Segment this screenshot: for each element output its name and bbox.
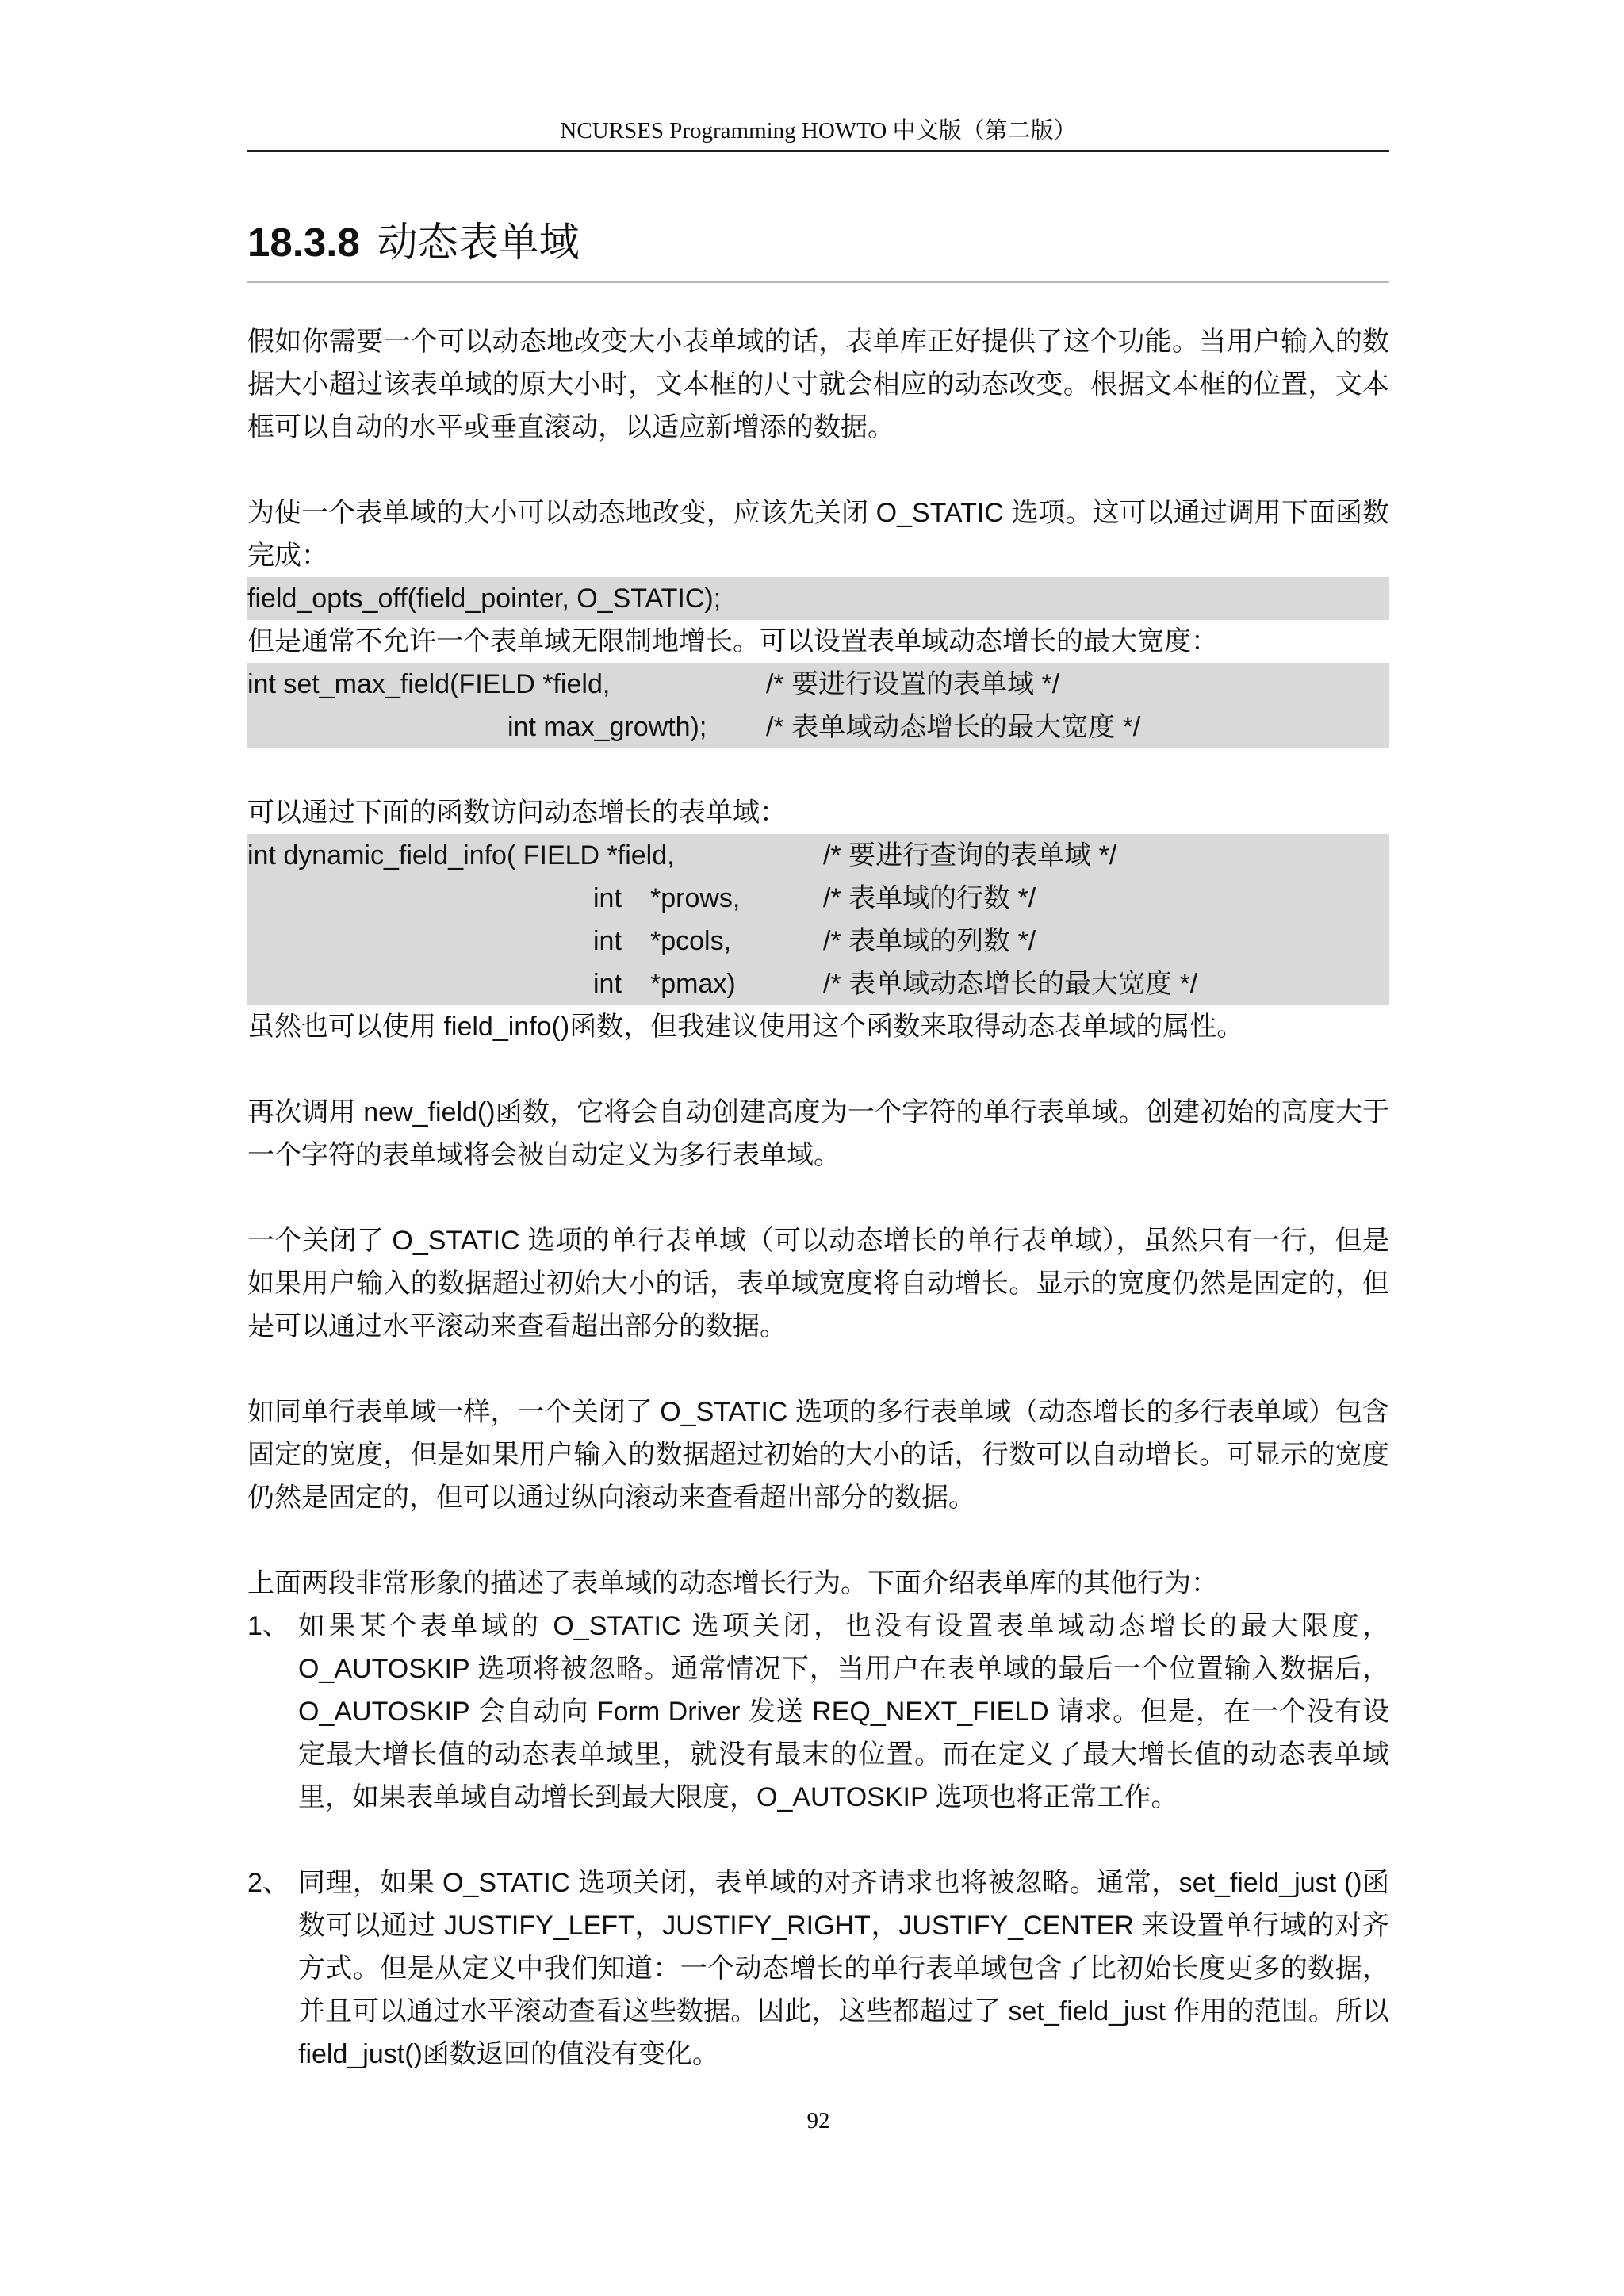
code-block-set-max-field [247,663,1389,748]
paragraph-new-field: 再次调用 new_field()函数，它将会自动创建高度为一个字符的单行表单域。创建初始的高度大于一个字符的表单域将会被自动定义为多行表单域。 [247,1097,1389,1170]
running-header: NCURSES Programming HOWTO 中文版（第二版） [560,118,1077,144]
list-item-text: 如果某个表单域的 O_STATIC 选项关闭，也没有设置表单域动态增长的最大限度，O_AUTOSKIP 选项将被忽略。通常情况下，当用户在表单域的最后一个位置输入数据后，O_AUTOSKIP 会自动向 Form Driver 发送 REQ_NEXT_FIELD 请求。但是，在一个没有设定最大增长值的动态表单域里，就没有最末的位置。而在定义了最大增长值的动态表单域里，如果表单域自动增长到最大限度，O_AUTOSKIP 选项也将正常工作。 [298,1611,1389,1812]
section-heading [247,211,1389,274]
code-comment: /* 要进行查询的表单域 */ [823,840,1117,871]
code-line: field_opts_off(field_pointer, O_STATIC); [247,584,722,614]
paragraph-field-info: 虽然也可以使用 field_info()函数，但我建议使用这个函数来取得动态表单域的属性。 [247,1012,1244,1042]
list-marker: 2、 [247,1868,289,1898]
page-number: 92 [806,2108,830,2133]
code-row [247,706,1389,748]
code-row [247,962,1389,1005]
code-text: int dynamic_field_info( FIELD *field, [247,840,675,871]
code-param-type: int [593,883,622,913]
code-row [247,920,1389,962]
code-text: int set_max_field(FIELD *field, [247,669,611,699]
list-item [247,1605,1389,1819]
code-param-name: *prows, [650,883,741,913]
header-rule [247,150,1389,152]
paragraph-multi-line: 如同单行表单域一样，一个关闭了 O_STATIC 选项的多行表单域（动态增长的多行表单域）包含固定的宽度，但是如果用户输入的数据超过初始的大小的话，行数可以自动增长。可显示的宽度仍然是固定的，但可以通过纵向滚动来查看超出部分的数据。 [247,1397,1389,1513]
paragraph-other-behaviors: 上面两段非常形象的描述了表单域的动态增长行为。下面介绍表单库的其他行为： [247,1568,1218,1598]
list-item-text: 同理，如果 O_STATIC 选项关闭，表单域的对齐请求也将被忽略。通常，set_field_just ()函数可以通过 JUSTIFY_LEFT，JUSTIFY_RIGHT，JUSTIFY_CENTER 来设置单行域的对齐方式。但是从定义中我们知道：一个动态增长的单行表单域包含了比初始长度更多的数据，并且可以通过水平滚动查看这些数据。因此，这些都超过了 set_field_just 作用的范围。所以 field_just()函数返回的值没有变化。 [298,1868,1389,2069]
code-param-type: int [593,926,622,956]
list-marker: 1、 [247,1611,289,1641]
section-number: 18.3.8 [247,220,360,265]
page-content [247,320,1389,2076]
paragraph-max-growth: 但是通常不允许一个表单域无限制地增长。可以设置表单域动态增长的最大宽度： [247,626,1218,656]
paragraph-dynamic-access: 可以通过下面的函数访问动态增长的表单域： [247,798,787,828]
code-comment: /* 表单域动态增长的最大宽度 */ [766,712,1141,742]
code-comment: /* 表单域的行数 */ [823,883,1036,913]
code-block-dynamic-field-info [247,834,1389,1005]
code-comment: /* 要进行设置的表单域 */ [766,669,1060,699]
paragraph-intro: 假如你需要一个可以动态地改变大小表单域的话，表单库正好提供了这个功能。当用户输入的数据大小超过该表单域的原大小时，文本框的尺寸就会相应的动态改变。根据文本框的位置，文本框可以自动的水平或垂直滚动，以适应新增添的数据。 [247,327,1389,442]
paragraph-disable-static: 为使一个表单域的大小可以动态地改变，应该先关闭 O_STATIC 选项。这可以通过调用下面函数完成： [247,498,1389,571]
code-row [247,834,1389,877]
code-row [247,877,1389,920]
code-param-name: *pcols, [650,926,732,956]
code-param-type: int [593,969,622,999]
code-text: int max_growth); [508,712,707,742]
heading-rule [247,281,1389,283]
code-comment: /* 表单域动态增长的最大宽度 */ [823,969,1198,999]
code-comment: /* 表单域的列数 */ [823,926,1036,956]
code-param-name: *pmax) [650,969,736,999]
code-block-opts-off [247,577,1389,620]
paragraph-single-line: 一个关闭了 O_STATIC 选项的单行表单域（可以动态增长的单行表单域），虽然只有一行，但是如果用户输入的数据超过初始大小的话，表单域宽度将自动增长。显示的宽度仍然是固定的，但是可以通过水平滚动来查看超出部分的数据。 [247,1226,1389,1341]
code-row [247,663,1389,706]
section-title: 动态表单域 [377,220,580,265]
list-item [247,1862,1389,2076]
